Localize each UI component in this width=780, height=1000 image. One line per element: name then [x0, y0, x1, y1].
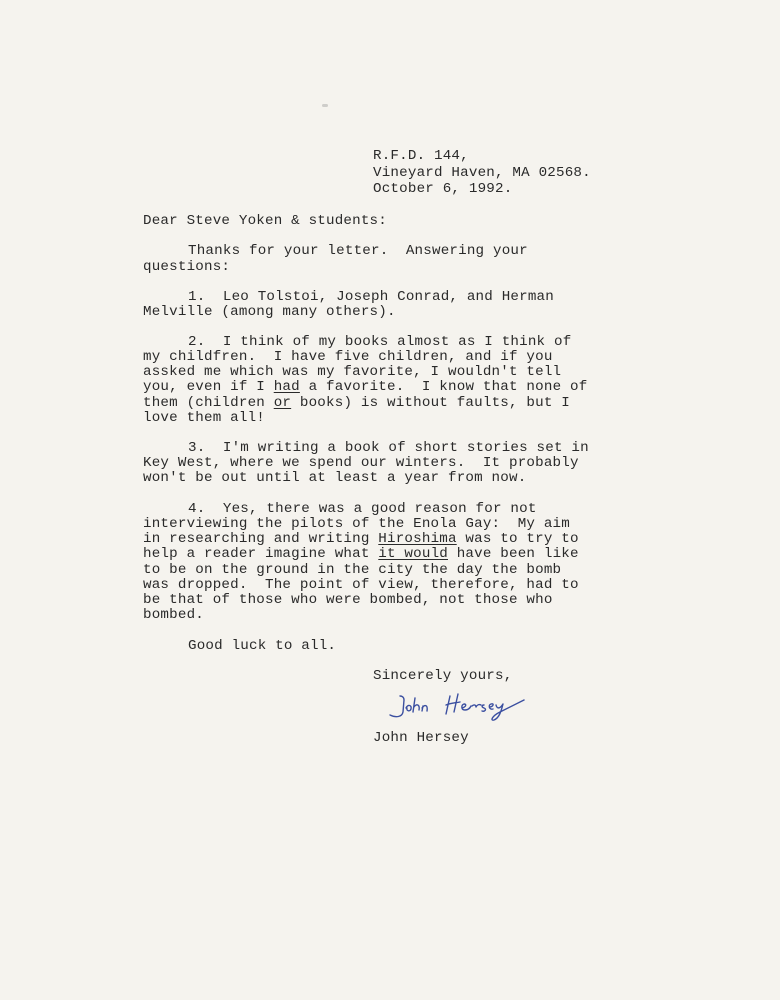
answer-4-line: be that of those who were bombed, not those who [143, 592, 553, 608]
handwritten-signature [384, 688, 544, 722]
address-line-1: R.F.D. 144, [373, 148, 469, 164]
intro-line: Thanks for your letter. Answering your [188, 243, 528, 259]
closing-wish: Good luck to all. [188, 638, 337, 654]
answer-3-line: won't be out until at least a year from now. [143, 470, 527, 486]
text-run: have been like [448, 546, 579, 562]
answer-4-line: interviewing the pilots of the Enola Gay: My aim [143, 516, 570, 532]
answer-3-line: Key West, where we spend our winters. It probably [143, 455, 579, 471]
underlined-word: had [273, 379, 300, 395]
answer-4-line [143, 547, 579, 562]
underlined-word: or [273, 395, 292, 411]
paper-speck [322, 104, 328, 107]
text-run: in researching and writing [143, 531, 379, 547]
text-run: books) is without faults, but I [291, 395, 571, 411]
book-title-hiroshima: Hiroshima [378, 531, 457, 547]
salutation: Dear Steve Yoken & students: [143, 213, 387, 229]
answer-2-line: assked me which was my favorite, I wouldn't tell [143, 364, 562, 380]
text-run: them (children [143, 395, 274, 411]
letter-date: October 6, 1992. [373, 181, 513, 197]
intro-line: questions: [143, 259, 231, 275]
answer-4-line [143, 532, 579, 547]
answer-2-line [143, 380, 587, 395]
answer-2-line [143, 396, 570, 411]
closing: Sincerely yours, [373, 668, 513, 684]
address-line-2: Vineyard Haven, MA 02568. [373, 165, 591, 181]
text-run: help a reader imagine what [143, 546, 379, 562]
answer-4-line: to be on the ground in the city the day the bomb [143, 562, 562, 578]
answer-4-line: bombed. [143, 607, 204, 623]
answer-2-line: my childfren. I have five children, and if you [143, 349, 553, 365]
answer-2-line: 2. I think of my books almost as I think of [188, 334, 572, 350]
text-run: you, even if I [143, 379, 274, 395]
answer-2-line: love them all! [143, 410, 265, 426]
answer-1-line: 1. Leo Tolstoi, Joseph Conrad, and Herman [188, 289, 554, 305]
text-run: a favorite. I know that none of [299, 379, 588, 395]
text-run: was to try to [456, 531, 579, 547]
typed-name: John Hersey [373, 730, 469, 746]
answer-3-line: 3. I'm writing a book of short stories set in [188, 440, 589, 456]
answer-4-line: was dropped. The point of view, therefore, had to [143, 577, 579, 593]
answer-1-line: Melville (among many others). [143, 304, 396, 320]
answer-4-line: 4. Yes, there was a good reason for not [188, 501, 537, 517]
underlined-phrase: it would [378, 546, 448, 562]
